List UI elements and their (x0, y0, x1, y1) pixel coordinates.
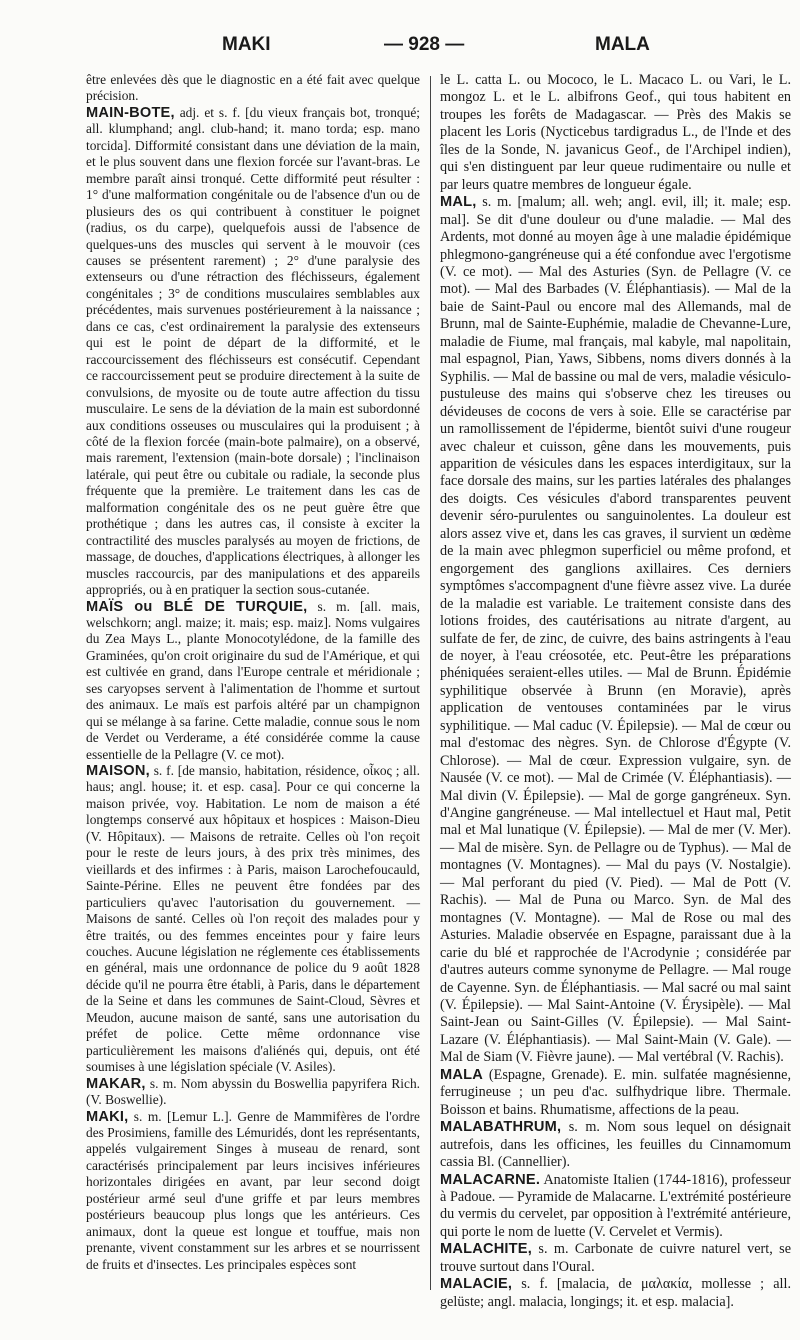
entry-text: s. m. Nom sous lequel on désignait autrefois, dans les officines, les feuilles du Cinnamomum cassia Bl. (Cannellier). (440, 1119, 791, 1171)
entry-text: adj. et s. f. [du vieux français bot, tronqué; all. klumphand; angl. club-hand; it. mano torda; esp. mano torcida]. Difformité consistant dans une déviation de la main, et le plus souvent dans une flexion forcée sur l'avant-bras. Le membre paraît ainsi tronqué. Cette difformité peut résulter : 1° d'une malformation congénitale ou de l'absence d'un ou de plusieurs des os qui contribuent à constituer le poignet (radius, os du carpe), quelquefois aussi de l'absence de quelques-uns des muscles qui servent à le mouvoir (ces causes se présentent rarement) ; 2° d'une paralysie des extenseurs ou d'une rétraction des fléchisseurs, également congénitales ; 3° de conditions musculaires semblables aux précédentes, mais survenues postérieurement à la naissance ; dans ce cas, c'est ordinairement la paralysie des extenseurs qui est le point de départ de la difformité, et le raccourcissement des fléchisseurs est consécutif. Cependant ce raccourcissement peut se produire directement à la suite de convulsions, de myosite ou de toute autre affection du tissu musculaire. Le sens de la déviation de la main est subordonné aux conditions osseuses ou musculaires qui la produisent ; à côté de la flexion forcée (main-bote palmaire), on a observé, mais rarement, l'extension (main-bote dorsale) ; l'inclinaison latérale, qui peut être ou cubitale ou radiale, la seconde plus fréquente que la première. Le traitement dans les cas de malformation congénitale des os ne peut guère être que prothétique ; dans les autres cas, il consiste à exciter la contractilité des muscles paralysés au moyen de frictions, de massage, de douches, d'applications électriques, à allonger les muscles raccourcis, par des manipulations et des appareils appropriés, ou à en pratiquer la section sous-cutanée. (86, 104, 420, 598)
right-column (440, 72, 791, 1311)
entry-headword: MAISON, (86, 763, 150, 780)
entry-main-bote (86, 105, 420, 599)
entry-makar (86, 1076, 420, 1109)
entry-text: s. f. [de mansio, habitation, résidence, οἶκος ; all. haus; angl. house; it. et esp. casa]. Pour ce qui concerne la maison privée, voy. Habitation. Le nom de maison a été longtemps conservé aux hôpitaux et hospices : Maison-Dieu (V. Hôpitaux). — Maisons de retraite. Celles où l'on reçoit pour le reste de leurs jours, à des prix très minimes, des vieillards et des infirmes : à Paris, maison Larochefoucauld, Sainte-Périne. Elles ne peuvent être fondées par des particuliers qu'avec l'autorisation du gouvernement. — Maisons de santé. Celles où l'on reçoit des malades pour y être traités, ou des femmes enceintes pour y faire leurs couches. Aucune législation ne réglemente ces établissements en général, mais une ordonnance de police du 9 août 1828 décide qu'il ne pourra être établi, à Paris, dans le département de la Seine et dans les communes de Saint-Cloud, Sèvres et Meudon, aucune maison de santé, sans une autorisation du préfet de police. Cette même ordonnance vise particulièrement les maisons d'aliénés qui, depuis, ont été soumises à une législation spéciale (V. Asiles). (86, 763, 420, 1075)
entry-headword: MALABATHRUM, (440, 1119, 562, 1136)
entry-headword: MALACARNE. (440, 1171, 541, 1188)
entry-headword: MAKI, (86, 1108, 129, 1125)
entry-text: le L. catta L. ou Mococo, le L. Macaco L. ou Vari, le L. mongoz L. et le L. albifrons Geof., qui tous habitent en troupes les forêts de Madagascar. — Près des Makis se placent les Loris (Nycticebus tardigradus L., de l'Inde et des îles de la Sonde, N. javanicus Geof., de l'Archipel indien), qui s'en distinguent par leur queue rudimentaire ou nulle et par leurs quatre membres de longueur égale. (440, 72, 791, 193)
entry-text: s. m. [malum; all. weh; angl. evil, ill; it. male; esp. mal]. Se dit d'une douleur ou d'une maladie. — Mal des Ardents, mot donné au moyen âge à une maladie épidémique phlegmono-gangréneuse qui a été confondue avec l'ergotisme (V. ce mot). — Mal des Asturies (Syn. de Pellagre (V. ce mot). — Mal des Barbades (V. Éléphantiasis). — Mal de la baie de Saint-Paul ou encore mal des Allemands, mal de Brunn, mal de Sainte-Euphémie, maladie de Chevanne-Lure, maladie de Fiume, mal français, mal kabyle, mal napolitain, mal espagnol, Pian, Yaws, Sibbens, noms divers donnés à la Syphilis. — Mal de bassine ou mal de vers, maladie vésiculo-pustuleuse des mains qui s'observe chez les tireuses ou dévideuses de cocons de vers à soie. Elle se caractérise par un ramollissement de l'épiderme, bientôt suivi d'une rougeur avec chaleur et cuisson, gêne dans les mouvements, puis apparition de vésicules dans les espaces interdigitaux, sur la face dorsale des mains, sur les parties latérales des phalanges des doigts. Ces vésicules d'abord transparentes peuvent devenir séro-purulentes ou sanguinolentes. La douleur est alors assez vive et, dans les cas graves, il survient un œdème de la main avec phlegmon superficiel ou même profond, et engorgement des ganglions axillaires. Ces derniers symptômes s'accompagnent d'une fièvre assez vive. La durée de la maladie est variable. Le traitement consiste dans des lotions froides, des cautérisations au nitrate d'argent, au sulfate de fer, de zinc, de cuivre, des bains astringents à l'eau de noyer, à l'eau créosotée, etc. Peut-être les préparations phéniquées seraient-elles utiles. — Mal de Brunn. Épidémie syphilitique observée à Brunn (en Moravie), après application de ventouses contaminées par le virus syphilitique. — Mal caduc (V. Épilepsie). — Mal de cœur ou mal d'estomac des nègres. Syn. de Chlorose d'Égypte (V. Chlorose). — Mal de cœur. Expression vulgaire, syn. de Nausée (V. ce mot). — Mal de Crimée (V. Éléphantiasis). — Mal divin (V. Épilepsie). — Mal de gorge gangréneux. Syn. d'Angine gangréneuse. — Mal intellectuel et Haut mal, Petit mal et Mal lunatique (V. Épilepsie). — Mal de mer (V. Mer). — Mal de misère. Syn. de Pellagre ou de Typhus). — Mal de montagnes (V. Montagnes). — Mal du pays (V. Nostalgie). — Mal perforant du pied (V. Pied). — Mal de Pott (V. Rachis). — Mal de Puna ou Marco. Syn. de Mal des montagnes (V. Montagne). — Mal de Rose ou mal des Asturies. Maladie observée en Espagne, paraissant due à la carie du blé et rapprochée de l'Acrodynie ; considérée par d'autres auteurs comme synonyme de Pellagre. — Mal rouge de Cayenne. Syn. de Éléphantiasis. — Mal sacré ou mal saint (V. Épilepsie). — Mal Saint-Antoine (V. Érysipèle). — Mal Saint-Jean ou Saint-Gilles (V. Épilepsie). — Mal Saint-Lazare (V. Éléphantiasis). — Mal Saint-Main (V. Gale). — Mal de Siam (V. Fièvre jaune). — Mal vertébral (V. Rachis). (440, 194, 791, 1066)
right-running-headword: MALA (595, 34, 650, 55)
entry-headword: MALACIE, (440, 1276, 513, 1293)
entry-text: (Espagne, Grenade). E. min. sulfatée magnésienne, ferrugineuse ; un peu d'ac. sulfhydrique libre. Thermale. Boisson et bains. Rhumatisme, affections de la peau. (440, 1066, 791, 1118)
entry-malachite (440, 1241, 791, 1276)
entry-maison (86, 763, 420, 1076)
entry-text: s. f. [malacia, de μαλακία, mollesse ; all. gelüste; angl. malacia, longings; it. et esp. malacia]. (440, 1276, 791, 1310)
entry-headword: MALACHITE, (440, 1241, 532, 1258)
entry-malabathrum (440, 1119, 791, 1171)
left-column (86, 72, 420, 1273)
page-number: — 928 — (384, 34, 465, 55)
running-head (0, 34, 800, 60)
entry-text: être enlevées dès que le diagnostic en a été fait avec quelque précision. (86, 72, 420, 104)
entry-text: Anatomiste Italien (1744-1816), professeur à Padoue. — Pyramide de Malacarne. L'extrémité postérieure du vermis du cervelet, par opposition à l'extrémité antérieure, qui porte le nom de luette (V. Cervelet et Vermis). (440, 1171, 791, 1240)
entry-text: s. m. [Lemur L.]. Genre de Mammifères de l'ordre des Prosimiens, famille des Lémuridés, dont les représentants, appelés vulgairement Singes à museau de renard, sont caractérisés principalement par leurs incisives inférieures horizontales dirigées en avant, par leur second doigt postérieur armé seul d'une griffe et par leurs membres postérieurs beaucoup plus longs que les antérieurs. Ces animaux, dont la queue est longue et touffue, mais non prenante, vivent constamment sur les arbres et se nourrissent de fruits et d'insectes. Les principales espèces sont (86, 1108, 420, 1272)
entry-text: s. m. Carbonate de cuivre naturel vert, se trouve surtout dans l'Oural. (440, 1241, 791, 1275)
entry-continuation (86, 72, 420, 105)
entry-mais (86, 599, 420, 764)
entry-malacarne (440, 1172, 791, 1242)
entry-headword: MAKAR, (86, 1075, 146, 1092)
entry-headword: MAIN-BOTE, (86, 104, 175, 121)
column-divider (430, 76, 431, 1290)
entry-text: s. m. [all. mais, welschkorn; angl. maize; it. mais; esp. maiz]. Noms vulgaires du Zea Mays L., plante Monocotylédone, de la famille des Graminées, qu'on croit originaire du sud de l'Amérique, et qui est cultivée en grand, dans l'Europe centrale et méridionale ; ses caryopses servent à l'alimentation de l'homme et surtout des animaux. Le maïs est parfois altéré par un champignon qui se mélange à sa farine. Cette maladie, connue sous le nom de Verdet ou Verderame, a été considérée comme la cause essentielle de la Pellagre (V. ce mot). (86, 598, 420, 762)
entry-headword: MALA (440, 1066, 483, 1083)
entry-text: s. m. Nom abyssin du Boswellia papyrifera Rich. (V. Boswellie). (86, 1075, 420, 1108)
entry-malacie (440, 1276, 791, 1311)
entry-mal (440, 194, 791, 1067)
entry-maki (86, 1109, 420, 1274)
left-running-headword: MAKI (222, 34, 271, 55)
entry-headword: MAL, (440, 194, 477, 211)
entry-headword: MAÏS ou BLÉ DE TURQUIE, (86, 598, 308, 615)
entry-continuation (440, 72, 791, 194)
entry-mala (440, 1067, 791, 1119)
